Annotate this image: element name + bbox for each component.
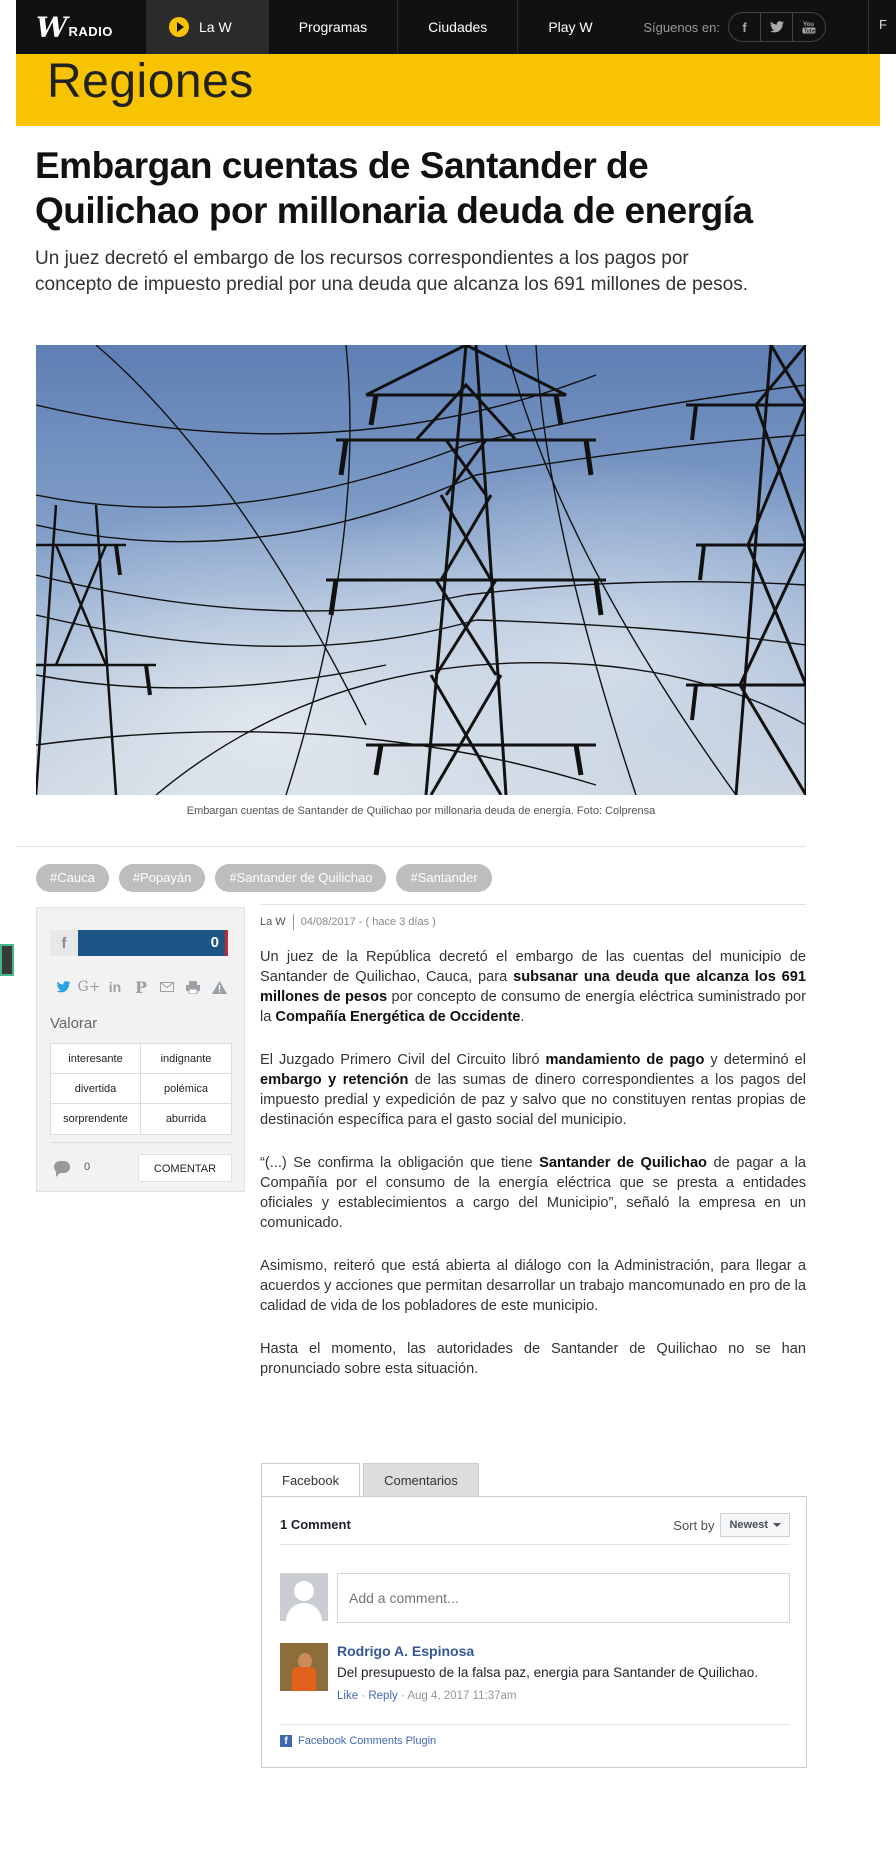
section-divider xyxy=(16,846,806,847)
nav-label: Programas xyxy=(298,19,368,35)
rating-sorprendente[interactable]: sorprendente xyxy=(51,1104,141,1134)
rating-indignante[interactable]: indignante xyxy=(141,1044,231,1074)
nav-ciudades[interactable] xyxy=(397,0,517,54)
paragraph-emphasis: Santander de Quilichao xyxy=(539,1155,707,1171)
share-panel xyxy=(36,907,245,1192)
rating-interesante[interactable]: interesante xyxy=(51,1044,141,1074)
comment-text: Del presupuesto de la falsa paz, energia para Santander de Quilichao. xyxy=(337,1665,759,1680)
top-navbar xyxy=(16,0,880,54)
play-icon xyxy=(169,17,189,37)
social-buttons xyxy=(728,12,826,42)
paragraph-emphasis: mandamiento de pago xyxy=(545,1052,705,1068)
rating-label: Valorar xyxy=(50,1015,98,1032)
paragraph-text: “(...) Se confirma la obligación que tiene xyxy=(260,1155,540,1171)
paragraph-text: Hasta el momento, las autoridades de Santander de Quilichao no se han pronunciado sobre esta situación. xyxy=(260,1341,806,1377)
paragraph-text: Un juez de la República decretó el embargo de las cuentas del municipio de Santander de Quilichao, Cauca, para xyxy=(260,949,806,985)
facebook-icon: f xyxy=(280,1735,292,1747)
paragraph-emphasis: subsanar una deuda que alcanza los 691 millones de pesos xyxy=(260,969,807,1005)
youtube-icon[interactable] xyxy=(793,13,825,41)
like-link[interactable]: Like xyxy=(337,1690,359,1702)
paragraph-text: . xyxy=(520,1009,525,1025)
sliver-char: F xyxy=(879,17,887,32)
article-paragraph xyxy=(260,947,806,1027)
article-body xyxy=(260,947,806,1402)
facebook-share-counter[interactable] xyxy=(50,930,228,956)
tag-santander-de-quilichao[interactable]: #Santander de Quilichao xyxy=(215,864,386,892)
rating-polemica[interactable]: polémica xyxy=(141,1074,231,1104)
svg-text:You: You xyxy=(803,22,814,28)
panel-divider xyxy=(50,1142,232,1143)
article-headline: Embargan cuentas de Santander de Quilichao por millonaria deuda de energía xyxy=(35,145,753,231)
nav-label: Play W xyxy=(548,19,593,35)
comments-count: 1 Comment xyxy=(280,1517,351,1532)
paragraph-text: Asimismo, reiteró que está abierta al diálogo con la Administración, para llegar a acuerdos y acciones que permitan desarrollar un trabajo mancomunado en pro de la calidad de vida de los pobladores de este municipio. xyxy=(260,1258,806,1314)
edge-widget-tab[interactable] xyxy=(0,944,14,976)
nav-label: La W xyxy=(199,19,232,35)
right-navbar-sliver xyxy=(868,0,896,54)
linkedin-icon[interactable]: in xyxy=(108,979,122,995)
twitter-icon[interactable] xyxy=(50,974,76,1000)
paragraph-emphasis: Compañía Energética de Occidente xyxy=(275,1009,521,1025)
googleplus-icon[interactable]: G+ xyxy=(77,979,101,995)
dot-separator: · xyxy=(400,1690,408,1702)
paragraph-text: de pagar a la Compañía por el consumo de la energía eléctrica que se presta a entidades oficiales y establecimientos a cargo del Municipio”, señaló la empresa en un comunicado. xyxy=(260,1155,806,1231)
social-follow xyxy=(643,0,880,54)
article-paragraph xyxy=(260,1153,806,1233)
social-label: Síguenos en: xyxy=(643,19,720,35)
sort-control xyxy=(673,1513,790,1537)
meta-divider xyxy=(260,904,806,905)
image-caption: Embargan cuentas de Santander de Quilichao por millonaria deuda de energía. Foto: Colprensa xyxy=(186,805,656,817)
paragraph-text: por concepto de consumo de energía eléctrica suministrado por la xyxy=(260,989,806,1025)
reply-link[interactable]: Reply xyxy=(368,1690,398,1702)
share-icons xyxy=(50,974,232,1000)
facebook-share-count: 0 xyxy=(78,930,228,956)
commenter-avatar[interactable] xyxy=(280,1643,328,1691)
print-icon[interactable] xyxy=(180,974,206,1000)
tag-list xyxy=(36,864,502,892)
section-title: Regiones xyxy=(47,55,254,108)
meta-separator xyxy=(293,914,294,930)
facebook-icon[interactable]: f xyxy=(729,13,761,41)
comment-timestamp[interactable]: Aug 4, 2017 11:37am xyxy=(407,1690,517,1702)
comment-button[interactable]: COMENTAR xyxy=(138,1154,232,1182)
paragraph-emphasis: embargo y retención xyxy=(260,1072,409,1088)
nav-play-w[interactable] xyxy=(517,0,622,54)
article-hero-image xyxy=(36,345,806,795)
sort-dropdown[interactable] xyxy=(720,1513,790,1537)
rating-divertida[interactable]: divertida xyxy=(51,1074,141,1104)
current-user-avatar xyxy=(280,1573,328,1621)
facebook-icon[interactable]: f xyxy=(50,930,78,956)
facebook-comments-plugin-link[interactable] xyxy=(280,1735,436,1747)
comment-count-value: 0 xyxy=(84,1161,91,1173)
svg-text:Tube: Tube xyxy=(804,28,816,34)
commenter-name[interactable]: Rodrigo A. Espinosa xyxy=(337,1643,475,1659)
twitter-icon[interactable] xyxy=(761,13,793,41)
pinterest-icon[interactable]: P xyxy=(134,977,148,997)
comments-header xyxy=(280,1515,790,1545)
plugin-label: Facebook Comments Plugin xyxy=(298,1735,437,1747)
rating-grid xyxy=(50,1043,232,1135)
sort-label: Sort by xyxy=(673,1517,715,1533)
tag-cauca[interactable]: #Cauca xyxy=(36,864,109,892)
tag-santander[interactable]: #Santander xyxy=(396,864,491,892)
tab-comentarios[interactable]: Comentarios xyxy=(363,1463,479,1496)
wradio-logo[interactable] xyxy=(16,0,146,54)
article-paragraph xyxy=(260,1050,806,1130)
email-icon[interactable] xyxy=(154,974,180,1000)
tab-facebook[interactable]: Facebook xyxy=(261,1463,360,1497)
nav-label: Ciudades xyxy=(428,19,488,35)
article-date: 04/08/2017 - ( hace 3 días ) xyxy=(300,916,436,928)
comment-tabs xyxy=(261,1463,482,1497)
article-author[interactable]: La W xyxy=(260,916,286,928)
logo-mark: W xyxy=(36,10,66,44)
article-lead: Un juez decretó el embargo de los recursos correspondientes a los pagos por concepto de impuesto predial por una deuda que alcanza los 691 millones de pesos. xyxy=(35,248,748,295)
nav-la-w[interactable] xyxy=(146,0,268,54)
paragraph-text: El Juzgado Primero Civil del Circuito libró xyxy=(260,1052,546,1068)
comment-input[interactable] xyxy=(337,1573,790,1623)
article-paragraph xyxy=(260,1339,806,1379)
paragraph-text: de las sumas de dinero correspondientes a los pagos del impuesto predial y expedición de paz y salvo que no constituyen rentas propias de destinación específica para el gasto social del municipio. xyxy=(260,1072,806,1128)
comment-bubble-icon xyxy=(54,1161,70,1173)
report-icon[interactable] xyxy=(206,974,232,1000)
plugin-divider xyxy=(280,1724,790,1725)
rating-aburrida[interactable]: aburrida xyxy=(165,1113,207,1125)
dot-separator: · xyxy=(361,1690,369,1702)
article-paragraph xyxy=(260,1256,806,1316)
paragraph-text: y determinó el xyxy=(704,1052,806,1068)
nav-programas[interactable] xyxy=(268,0,397,54)
section-banner xyxy=(16,54,880,126)
sort-value: Newest xyxy=(729,1519,768,1531)
comment-actions xyxy=(337,1690,516,1702)
tag-popayan[interactable]: #Popayán xyxy=(119,864,206,892)
logo-text: RADIO xyxy=(68,23,113,39)
comment-counter xyxy=(54,1161,90,1173)
facebook-comments-box xyxy=(261,1496,807,1768)
article-meta xyxy=(260,914,436,930)
